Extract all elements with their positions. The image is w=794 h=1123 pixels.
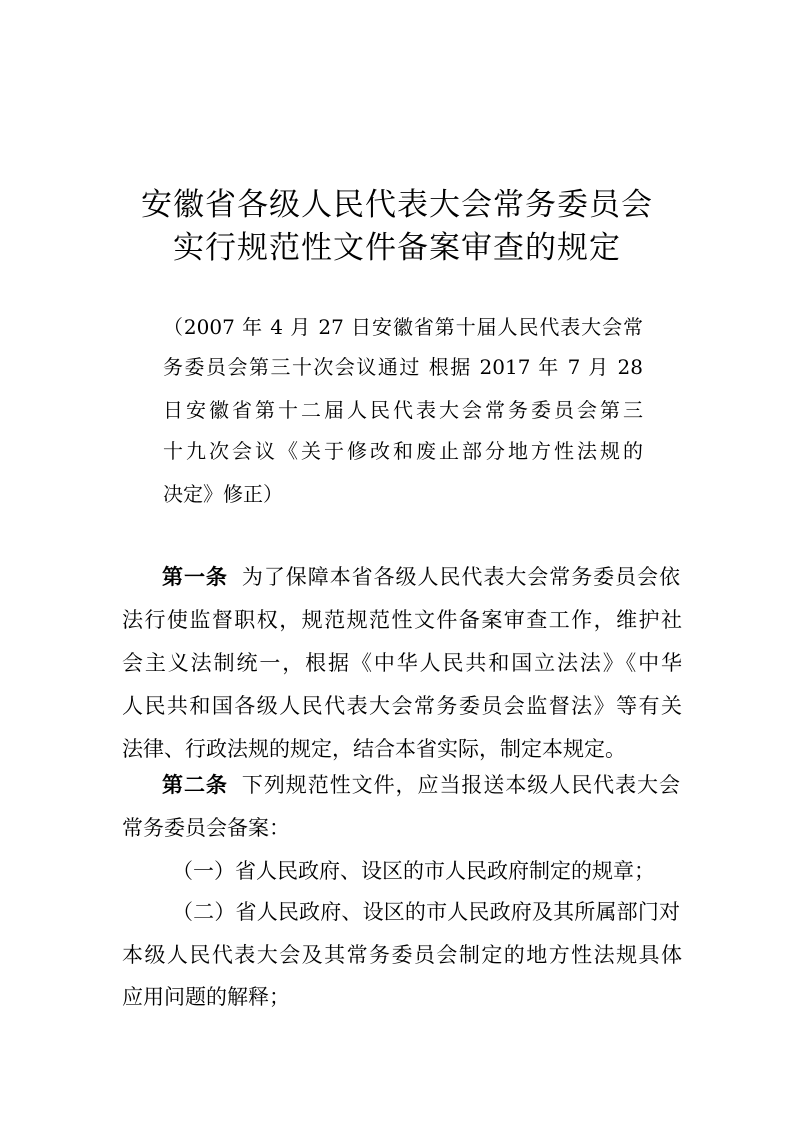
article-1-text: 为了保障本省各级人民代表大会常务委员会依 [241, 565, 681, 589]
revision-note-line: （2007 年 4 月 27 日安徽省第十届人民代表大会常 [163, 315, 643, 339]
article-2-item-1: （一）省人民政府、设区的市人民政府制定的规章； [172, 859, 655, 883]
article-1-heading: 第一条 [162, 565, 228, 589]
article-2-item-2-line: 本级人民代表大会及其常务委员会制定的地方性法规具体 [122, 943, 682, 967]
revision-note-line: 务委员会第三十次会议通过 根据 2017 年 7 月 28 [163, 355, 643, 379]
revision-note-line: 十九次会议《关于修改和废止部分地方性法规的 [163, 439, 643, 463]
article-2-line: 常务委员会备案： [122, 816, 290, 840]
revision-note-line: 日安徽省第十二届人民代表大会常务委员会第三 [163, 398, 643, 422]
document-title-line-1: 安徽省各级人民代表大会常务委员会 [141, 187, 653, 223]
document-title-line-2: 实行规范性文件备案审查的规定 [173, 230, 621, 266]
article-2-line-1 [162, 770, 680, 800]
article-1-line: 会主义法制统一，根据《中华人民共和国立法法》《中华 [122, 651, 682, 675]
article-1-line-1 [162, 562, 680, 592]
article-2-item-2: （二）省人民政府、设区的市人民政府及其所属部门对 [172, 900, 680, 924]
article-2-text: 下列规范性文件，应当报送本级人民代表大会 [241, 773, 681, 797]
article-2-item-2-line: 应用问题的解释； [122, 985, 290, 1009]
revision-note-line: 决定》修正） [163, 482, 283, 506]
article-1-line: 法律、行政法规的规定，结合本省实际，制定本规定。 [122, 737, 626, 761]
article-2-heading: 第二条 [162, 773, 228, 797]
article-1-line: 法行使监督职权，规范规范性文件备案审查工作，维护社 [122, 608, 682, 632]
article-1-line: 人民共和国各级人民代表大会常务委员会监督法》等有关 [122, 694, 682, 718]
